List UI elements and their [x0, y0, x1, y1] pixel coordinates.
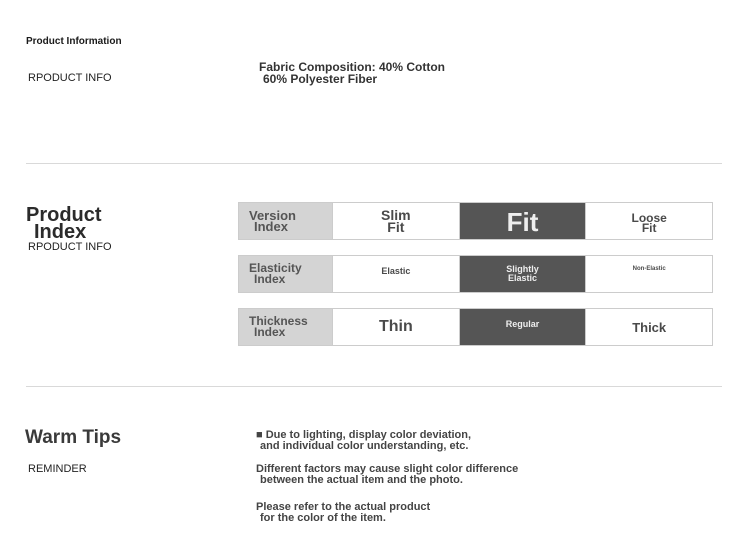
slightly-elastic-option-line1: Slightly — [506, 264, 539, 274]
thin-option-label: Thin — [378, 318, 413, 335]
slightly-elastic-option-line2: Elastic — [507, 273, 538, 283]
fit-option — [459, 203, 586, 239]
loose-fit-option-line1: Loose — [631, 211, 667, 225]
elastic-option-label: Elastic — [381, 266, 411, 276]
warm-tips-subheading: REMINDER — [28, 463, 87, 475]
tip-line2: for the color of the item. — [260, 512, 386, 524]
product-information-subheading: RPODUCT INFO — [28, 72, 112, 84]
thick-option — [585, 309, 712, 345]
version-index-label-line1: Version — [249, 208, 296, 223]
section-divider — [26, 163, 722, 164]
thick-option-label: Thick — [632, 319, 667, 335]
slim-fit-option-line2: Fit — [387, 219, 405, 235]
thickness-index-label — [239, 309, 332, 345]
non-elastic-option — [585, 256, 712, 292]
elasticity-index-label-line2: Index — [254, 272, 286, 286]
product-index-title — [26, 204, 102, 243]
tip-line2: and individual color understanding, etc. — [260, 440, 469, 452]
product-index-title-line2: Index — [34, 221, 87, 243]
elasticity-index-label — [239, 256, 332, 292]
fabric-composition-line2: 60% Polyester Fiber — [263, 72, 378, 86]
product-index-subheading: RPODUCT INFO — [28, 241, 112, 253]
version-index-label-line2: Index — [254, 219, 288, 234]
elastic-option — [332, 256, 459, 292]
loose-fit-option — [585, 203, 712, 239]
thickness-index-label-line1: Thickness — [249, 314, 308, 328]
elasticity-index-label-line1: Elasticity — [249, 261, 302, 275]
product-index-title-line1: Product — [26, 204, 102, 226]
fabric-composition — [259, 61, 445, 85]
regular-option — [459, 309, 586, 345]
fit-option-label: Fit — [506, 207, 539, 237]
regular-option-label: Regular — [505, 319, 540, 329]
product-information-heading: Product Information — [26, 36, 122, 47]
section-divider — [26, 386, 722, 387]
loose-fit-option-line2: Fit — [641, 221, 657, 235]
warm-tips-title: Warm Tips — [25, 427, 122, 448]
tip-item — [256, 464, 518, 486]
slim-fit-option — [332, 203, 459, 239]
tip-item — [256, 502, 430, 524]
tip-line2: between the actual item and the photo. — [260, 474, 463, 486]
tip-item — [256, 430, 471, 452]
version-index-row — [238, 202, 713, 240]
non-elastic-option-label: Non-Elastic — [632, 266, 666, 272]
thickness-index-row — [238, 308, 713, 346]
elasticity-index-row — [238, 255, 713, 293]
slightly-elastic-option — [459, 256, 586, 292]
fabric-composition-line1: Fabric Composition: 40% Cotton — [259, 60, 445, 74]
version-index-label — [239, 203, 332, 239]
tip-line1: ■ Due to lighting, display color deviation, — [256, 429, 472, 441]
slim-fit-option-line1: Slim — [381, 207, 411, 223]
thickness-index-label-line2: Index — [254, 325, 286, 339]
tip-line1: Please refer to the actual product — [256, 501, 431, 513]
thin-option — [332, 309, 459, 345]
tip-line1: Different factors may cause slight color difference — [256, 463, 519, 475]
